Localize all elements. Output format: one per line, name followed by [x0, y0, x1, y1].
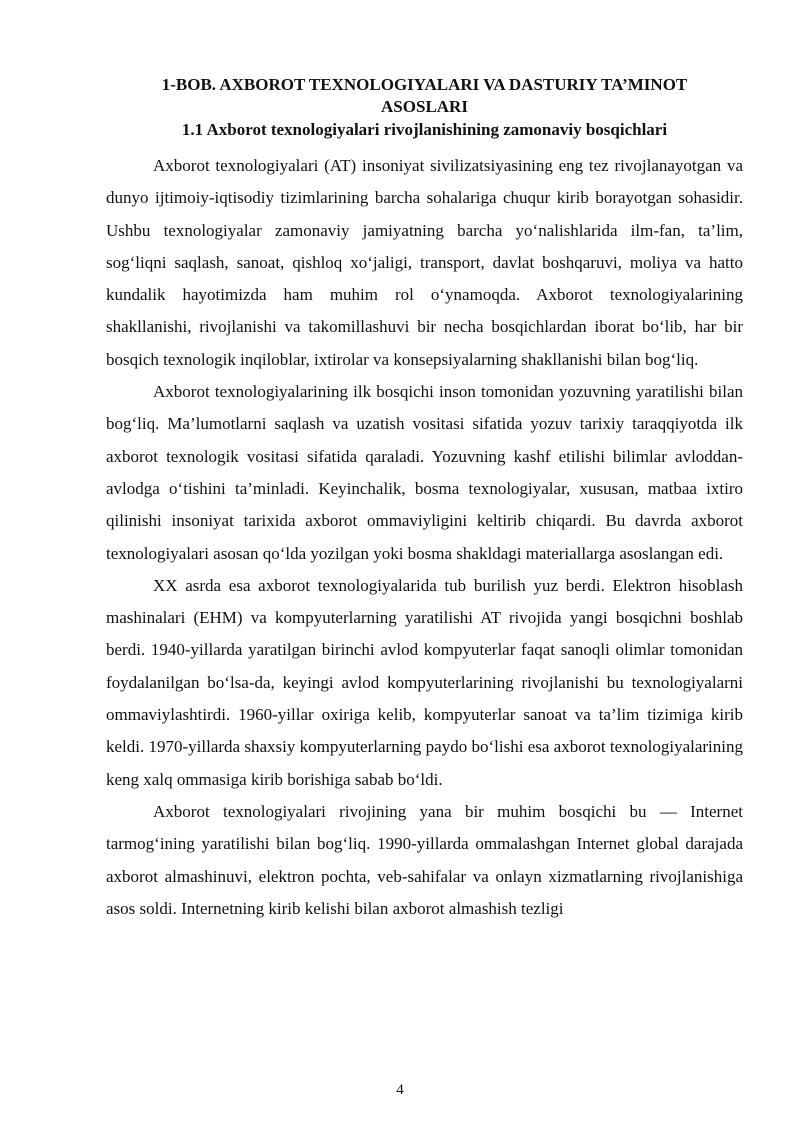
body-text: [106, 150, 743, 925]
chapter-title: [106, 74, 743, 118]
paragraph-3: XX asrda esa axborot texnologiyalarida tub burilish yuz berdi. Elektron hisoblash mashinalari (EHM) va kompyuterlarning yaratilishi AT rivojida yangi bosqichni boshlab berdi. 1940-yillarda yaratilgan birinchi avlod kompyuterlar faqat sanoqli olimlar tomonidan foydalanilgan bo‘lsa-da, keyingi avlod kompyuterlarining rivojlanishi bu texnologiyalarni ommaviylashtirdi. 1960-yillar oxiriga kelib, kompyuterlar sanoat va ta’lim tizimiga kirib keldi. 1970-yillarda shaxsiy kompyuterlarning paydo bo‘lishi esa axborot texnologiyalarining keng xalq ommasiga kirib borishiga sabab bo‘ldi.: [106, 575, 743, 789]
document-page: [106, 74, 743, 925]
section-title: 1.1 Axborot texnologiyalari rivojlanishining zamonaviy bosqichlari: [181, 120, 668, 139]
paragraph-1: Axborot texnologiyalari (AT) insoniyat sivilizatsiyasining eng tez rivojlanayotgan va dunyo ijtimoiy-iqtisodiy tizimlarining barcha sohalariga chuqur kirib borayotgan sohasidir. Ushbu texnologiyalar zamonaviy jamiyatning barcha yo‘nalishlarida ilm-fan, ta’lim, sog‘liqni saqlash, sanoat, qishloq xo‘jaligi, transport, davlat boshqaruvi, moliya va hatto kundalik hayotimizda ham muhim rol o‘ynamoqda. Axborot texnologiyalarining shakllanishi, rivojlanishi va takomillashuvi bir necha bosqichlardan iborat bo‘lib, har bir bosqich texnologik inqiloblar, ixtirolar va konsepsiyalarning shakllanishi bilan bog‘liq.: [106, 156, 743, 369]
chapter-title-line2: ASOSLARI: [381, 97, 468, 116]
page-number: 4: [396, 1082, 404, 1098]
chapter-title-line1: 1-BOB. AXBOROT TEXNOLOGIYALARI VA DASTURIY TA’MINOT: [161, 75, 688, 94]
paragraph-4: Axborot texnologiyalari rivojining yana bir muhim bosqichi bu — Internet tarmog‘ining yaratilishi bilan bog‘liq. 1990-yillarda ommalashgan Internet global darajada axborot almashinuvi, elektron pochta, veb-sahifalar va onlayn xizmatlarning rivojlanishiga asos soldi. Internetning kirib kelishi bilan axborot almashish tezligi: [106, 801, 743, 918]
paragraph-2: Axborot texnologiyalarining ilk bosqichi inson tomonidan yozuvning yaratilishi bilan bog‘liq. Ma’lumotlarni saqlash va uzatish vositasi sifatida yozuv tarixiy taraqqiyotda ilk axborot texnologik vositasi sifatida qaraladi. Yozuvning kashf etilishi bilimlar avloddan-avlodga o‘tishini ta’minladi. Keyinchalik, bosma texnologiyalar, xususan, matbaa ixtiro qilinishi insoniyat tarixida axborot ommaviyligini keltirib chiqardi. Bu davrda axborot texnologiyalari asosan qo‘lda yozilgan yoki bosma shakldagi materiallarga asoslangan edi.: [106, 382, 743, 563]
